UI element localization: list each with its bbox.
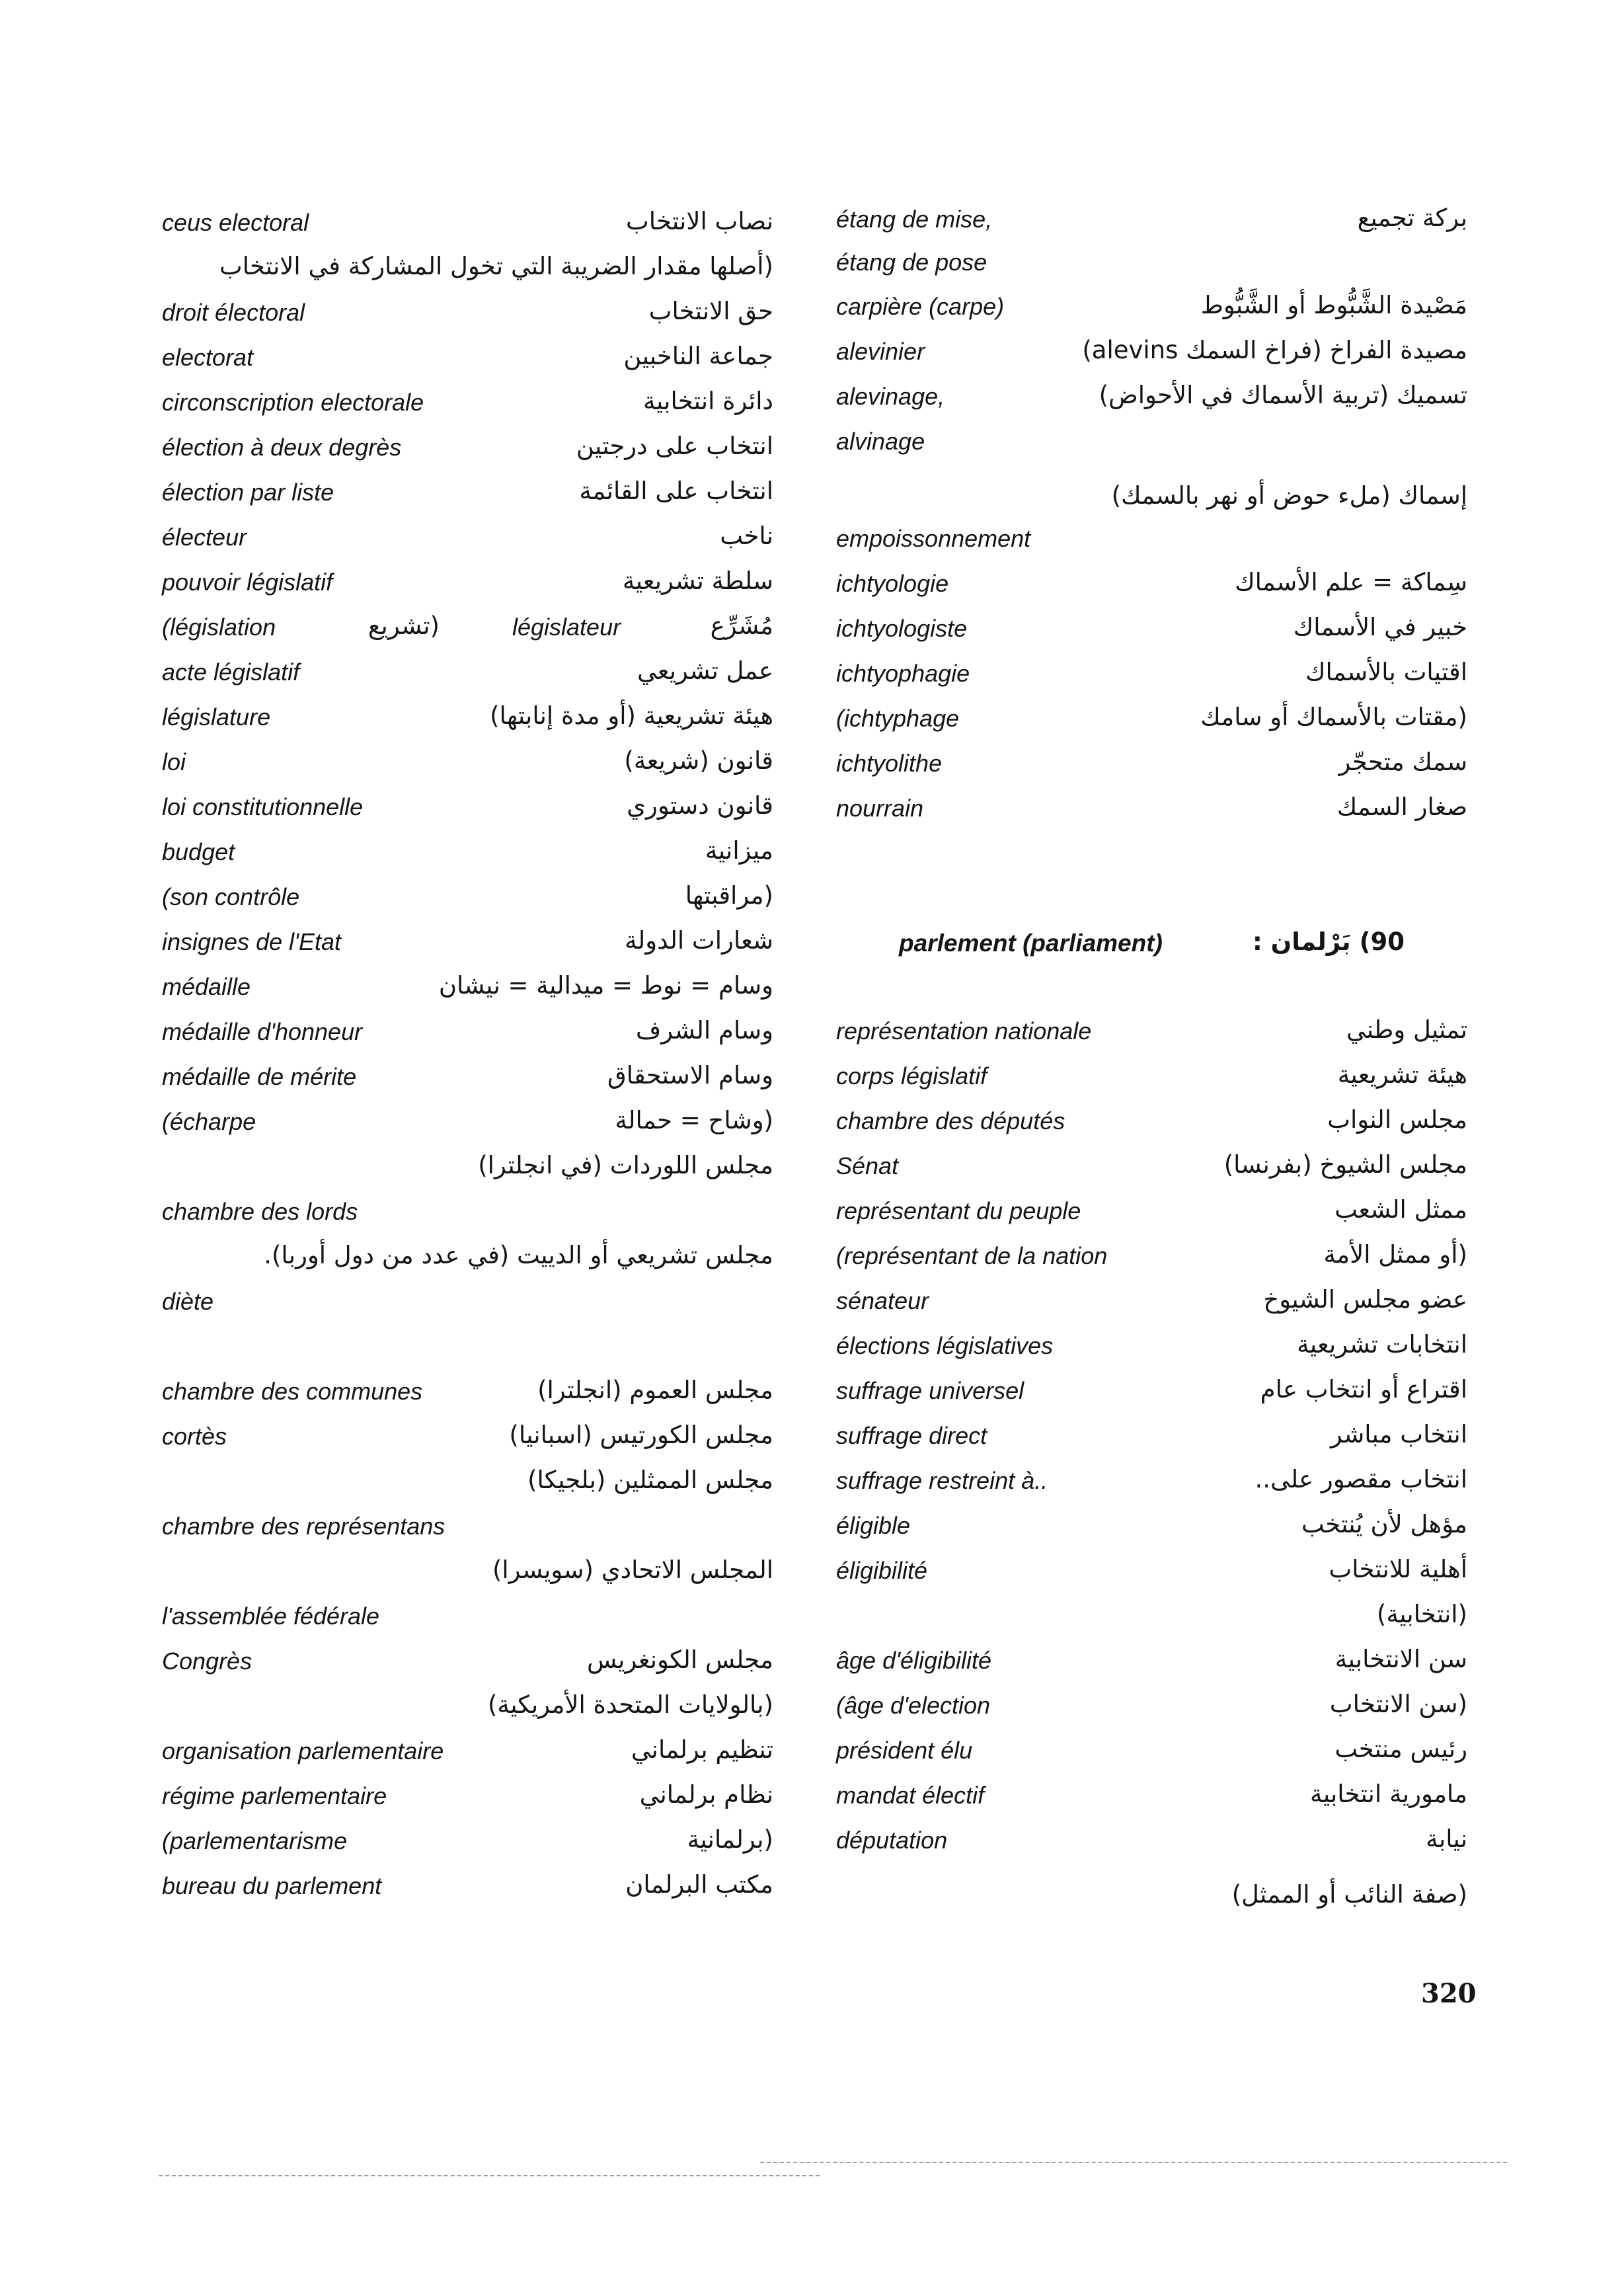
arabic-term: مجلس النواب <box>1327 1105 1467 1134</box>
french-term: circonscription electorale <box>162 389 424 416</box>
french-term: (parlementarisme <box>162 1827 348 1854</box>
french-term: loi constitutionnelle <box>162 793 364 820</box>
french-term: insignes de l'Etat <box>162 928 342 955</box>
arabic-term: نظام برلماني <box>639 1780 773 1809</box>
french-term: ichtyologie <box>836 570 949 597</box>
french-term: âge d'éligibilité <box>836 1647 992 1674</box>
french-term: président élu <box>836 1737 973 1764</box>
glossary-entry <box>162 876 773 918</box>
glossary-entry <box>836 420 1467 463</box>
french-term: suffrage restreint à.. <box>836 1467 1048 1494</box>
glossary-entry <box>162 1281 773 1323</box>
french-term: (ichtyphage <box>836 705 960 732</box>
arabic-term: جماعة الناخبين <box>623 342 773 370</box>
arabic-term: هيئة تشريعية <box>1337 1060 1467 1089</box>
french-term: représentation nationale <box>836 1017 1092 1045</box>
french-term: Congrès <box>162 1647 252 1675</box>
glossary-entry <box>836 965 1467 1008</box>
glossary-entry <box>162 606 773 649</box>
glossary-entry <box>162 741 773 783</box>
french-term: suffrage universel <box>836 1377 1025 1404</box>
french-term: cortès <box>162 1423 227 1450</box>
french-term: (écharpe <box>162 1108 256 1135</box>
arabic-term: وسام الشرف <box>635 1016 773 1045</box>
french-term: alevinier <box>836 338 925 365</box>
french-term: électeur <box>162 524 247 551</box>
french-term: ichtyolithe <box>836 750 943 777</box>
arabic-term: ناخب <box>720 522 773 550</box>
glossary-entry <box>836 1145 1467 1187</box>
glossary-entry <box>162 1011 773 1053</box>
french-term: l'assemblée fédérale <box>162 1603 380 1630</box>
arabic-term: قانون دستوري <box>627 791 773 820</box>
glossary-entry <box>162 202 773 244</box>
arabic-term: وسام الاستحقاق <box>607 1061 773 1089</box>
arabic-term: قانون (شريعة) <box>624 746 773 775</box>
french-term: (âge d'election <box>836 1692 991 1719</box>
glossary-entry <box>162 1595 773 1638</box>
french-term: chambre des lords <box>162 1198 358 1225</box>
french-term: chambre des députés <box>836 1107 1065 1134</box>
glossary-entry <box>836 518 1467 560</box>
glossary-entry <box>162 1775 773 1817</box>
arabic-term: هيئة تشريعية (أو مدة إنابتها) <box>490 701 773 730</box>
arabic-term: مجلس الممثلين (بلجيكا) <box>527 1466 773 1494</box>
arabic-term: مجلس اللوردات (في انجلترا) <box>478 1151 773 1179</box>
arabic-term: ميزانية <box>705 836 773 865</box>
french-term: sénateur <box>836 1287 929 1314</box>
glossary-entry <box>162 1056 773 1098</box>
arabic-term: صغار السمك <box>1336 793 1467 821</box>
arabic-term: تنظيم برلماني <box>631 1735 773 1764</box>
glossary-entry <box>836 608 1467 650</box>
arabic-term: سلطة تشريعية <box>622 567 773 595</box>
french-term: éligibilité <box>836 1557 928 1584</box>
arabic-term: دائرة انتخابية <box>643 387 773 415</box>
arabic-term: (مقتات بالأسماك أو سامك <box>1200 703 1467 731</box>
glossary-entry <box>162 1820 773 1862</box>
arabic-term: (وشاح = حمالة <box>615 1106 773 1134</box>
french-term: élection à deux degrès <box>162 434 402 461</box>
french-term: empoissonnement <box>836 525 1031 552</box>
glossary-entry <box>836 1729 1467 1772</box>
glossary-entry <box>836 1415 1467 1457</box>
glossary-entry <box>162 1101 773 1143</box>
arabic-term: (أو ممثل الأمة <box>1323 1240 1467 1269</box>
french-term: élection par liste <box>162 479 334 506</box>
arabic-term: (مراقبتها <box>685 881 773 910</box>
glossary-entry <box>836 1640 1467 1682</box>
glossary-entry <box>836 286 1467 328</box>
french-term: nourrain <box>836 795 924 822</box>
glossary-entry <box>162 651 773 693</box>
french-term: organisation parlementaire <box>162 1737 444 1764</box>
french-term: corps législatif <box>836 1062 987 1089</box>
glossary-entry <box>836 653 1467 695</box>
glossary-entry <box>836 376 1467 418</box>
glossary-entry <box>836 1550 1467 1592</box>
arabic-term: مصيدة الفراخ (فراخ السمك alevins) <box>1082 336 1467 364</box>
arabic-term: (صفة النائب أو الممثل) <box>1231 1880 1467 1909</box>
arabic-term: حق الانتخاب <box>648 297 773 325</box>
arabic-term: (سن الانتخاب <box>1329 1690 1467 1718</box>
glossary-entry <box>836 331 1467 373</box>
glossary-entry <box>162 1505 773 1548</box>
glossary-entry <box>162 1460 773 1503</box>
glossary-entry <box>162 561 773 604</box>
french-term: pouvoir législatif <box>162 569 333 596</box>
french-term: (législation <box>162 614 276 641</box>
arabic-term: أهلية للانتخاب <box>1329 1555 1467 1583</box>
french-term: (son contrôle <box>162 883 300 910</box>
glossary-entry <box>836 742 1467 785</box>
arabic-term: (برلمانية <box>687 1825 773 1854</box>
glossary-entry <box>162 966 773 1008</box>
french-term: (représentant de la nation <box>836 1242 1108 1269</box>
french-term-secondary: législateur <box>512 614 621 641</box>
glossary-entry <box>836 1280 1467 1322</box>
french-term: parlement (parliament) <box>899 930 1163 957</box>
glossary-entry <box>162 336 773 379</box>
french-term: médaille <box>162 973 251 1000</box>
glossary-entry <box>162 921 773 963</box>
french-term: mandat électif <box>836 1782 985 1809</box>
arabic-term: مؤهل لأن يُنتخب <box>1301 1510 1467 1538</box>
arabic-term: المجلس الاتحادي (سويسرا) <box>492 1556 773 1584</box>
glossary-entry <box>836 198 1467 241</box>
glossary-entry <box>162 1685 773 1727</box>
arabic-term: خبير في الأسماك <box>1293 613 1467 641</box>
glossary-entry <box>836 1325 1467 1367</box>
french-term: diète <box>162 1288 214 1315</box>
arabic-term: انتخابات تشريعية <box>1297 1330 1467 1359</box>
glossary-entry <box>162 381 773 424</box>
glossary-entry <box>162 1370 773 1413</box>
arabic-term: انتخاب مقصور على.. <box>1255 1465 1467 1493</box>
arabic-term: انتخاب على درجتين <box>576 432 773 460</box>
french-term: élections législatives <box>836 1332 1054 1359</box>
french-term: alvinage <box>836 428 925 455</box>
glossary-entry <box>836 476 1467 518</box>
glossary-entry <box>162 292 773 334</box>
french-term: Sénat <box>836 1152 899 1179</box>
glossary-entry <box>836 697 1467 740</box>
french-term: bureau du parlement <box>162 1872 382 1899</box>
glossary-entry <box>162 247 773 289</box>
arabic-term: مجلس الكورتيس (اسبانيا) <box>509 1421 773 1449</box>
glossary-entry <box>836 1505 1467 1547</box>
glossary-entry <box>836 1190 1467 1232</box>
arabic-term: مَصْيدة الشَّبُّوط أو الشَّبُّوط <box>1200 291 1467 319</box>
arabic-term: اقتراع أو انتخاب عام <box>1260 1375 1467 1404</box>
arabic-term: شعارات الدولة <box>625 926 773 955</box>
french-term: représentant du peuple <box>836 1197 1081 1224</box>
french-term: suffrage direct <box>836 1422 987 1449</box>
glossary-entry <box>836 1875 1467 1917</box>
french-term: chambre des représentans <box>162 1513 445 1540</box>
arabic-term: انتخاب على القائمة <box>579 477 773 505</box>
arabic-term: مجلس تشريعي أو الدييت (في عدد من دول أوربا). <box>264 1241 773 1269</box>
arabic-term: مكتب البرلمان <box>625 1870 773 1899</box>
french-term: loi <box>162 748 186 775</box>
french-term: étang de pose <box>836 249 987 276</box>
scan-artifact-line <box>159 2175 820 2176</box>
french-term: médaille d'honneur <box>162 1018 363 1045</box>
scan-artifact-line <box>760 2162 1507 2163</box>
glossary-entry <box>836 1235 1467 1277</box>
glossary-entry <box>162 1236 773 1278</box>
glossary-entry <box>836 1100 1467 1142</box>
arabic-term: نصاب الانتخاب <box>625 207 773 235</box>
french-term: acte législatif <box>162 658 300 686</box>
french-term: médaille de mérite <box>162 1063 357 1090</box>
arabic-term-secondary: (تشريع <box>367 612 440 640</box>
arabic-term: عمل تشريعي <box>637 656 773 685</box>
glossary-entry <box>836 1010 1467 1052</box>
arabic-term: بركة تجميع <box>1357 204 1467 232</box>
french-term: droit électoral <box>162 299 305 326</box>
glossary-entry <box>162 1191 773 1233</box>
french-term: régime parlementaire <box>162 1782 387 1809</box>
arabic-term: (أصلها مقدار الضريبة التي تخول المشاركة في الانتخاب <box>219 252 773 280</box>
french-term: alevinage, <box>836 383 945 410</box>
glossary-entry <box>162 1146 773 1188</box>
french-term: législature <box>162 703 271 731</box>
arabic-term: نيابة <box>1426 1825 1467 1853</box>
arabic-term: تمثيل وطني <box>1346 1015 1467 1044</box>
french-term: ichtyologiste <box>836 615 968 642</box>
arabic-term: إسماك (ملء حوض أو نهر بالسمك) <box>1111 481 1467 510</box>
section-heading <box>836 922 1467 965</box>
glossary-entry <box>162 426 773 469</box>
glossary-entry <box>162 471 773 514</box>
glossary-entry <box>162 1326 773 1368</box>
arabic-term: سن الانتخابية <box>1334 1645 1467 1673</box>
arabic-term: مجلس العموم (انجلترا) <box>537 1376 773 1404</box>
glossary-entry <box>836 1460 1467 1502</box>
glossary-entry <box>836 1055 1467 1097</box>
glossary-entry <box>162 1730 773 1772</box>
glossary-entry <box>836 1774 1467 1817</box>
glossary-entry <box>836 563 1467 605</box>
arabic-term: (بالولايات المتحدة الأمريكية) <box>487 1690 773 1719</box>
arabic-term: مجلس الكونغريس <box>586 1645 773 1674</box>
glossary-entry <box>836 832 1467 875</box>
glossary-entry <box>836 1684 1467 1727</box>
glossary-entry <box>162 786 773 828</box>
arabic-term: انتخاب مباشر <box>1330 1420 1467 1448</box>
french-term: éligible <box>836 1512 911 1539</box>
arabic-term: عضو مجلس الشيوخ <box>1263 1285 1467 1314</box>
french-term: députation <box>836 1827 948 1854</box>
glossary-entry <box>836 1819 1467 1862</box>
arabic-term: 90) بَرْلمان : <box>1252 928 1405 956</box>
arabic-term: مامورية انتخابية <box>1310 1780 1467 1808</box>
arabic-term: (انتخابية) <box>1376 1600 1467 1628</box>
french-term: étang de mise, <box>836 206 993 233</box>
glossary-entry <box>836 1370 1467 1412</box>
french-term: budget <box>162 838 235 865</box>
glossary-entry <box>836 1595 1467 1637</box>
glossary-entry <box>162 831 773 873</box>
french-term: ichtyophagie <box>836 660 970 687</box>
arabic-term: سِماكة = علم الأسماك <box>1235 568 1467 596</box>
glossary-entry <box>162 1640 773 1682</box>
arabic-term: ممثل الشعب <box>1334 1195 1467 1224</box>
glossary-entry <box>162 1550 773 1593</box>
arabic-term: اقتيات بالأسماك <box>1305 658 1467 686</box>
french-term: electorat <box>162 344 254 371</box>
glossary-entry <box>836 787 1467 830</box>
french-term: carpière (carpe) <box>836 293 1005 320</box>
arabic-term: رئيس منتخب <box>1334 1735 1467 1763</box>
glossary-entry <box>162 1865 773 1907</box>
glossary-entry <box>162 1415 773 1458</box>
arabic-term: تسميك (تربية الأسماك في الأحواض) <box>1099 381 1467 409</box>
glossary-entry <box>162 516 773 559</box>
arabic-term: مُشَرِّع <box>710 612 773 640</box>
french-term: chambre des communes <box>162 1378 423 1405</box>
glossary-entry <box>836 241 1467 284</box>
arabic-term: سمك متحجّر <box>1338 748 1467 776</box>
arabic-term: مجلس الشيوخ (بفرنسا) <box>1223 1150 1467 1179</box>
glossary-entry <box>162 696 773 738</box>
french-term: ceus electoral <box>162 209 309 236</box>
arabic-term: وسام = نوط = ميدالية = نيشان <box>438 971 773 1000</box>
page-number: 320 <box>1421 1978 1477 2009</box>
